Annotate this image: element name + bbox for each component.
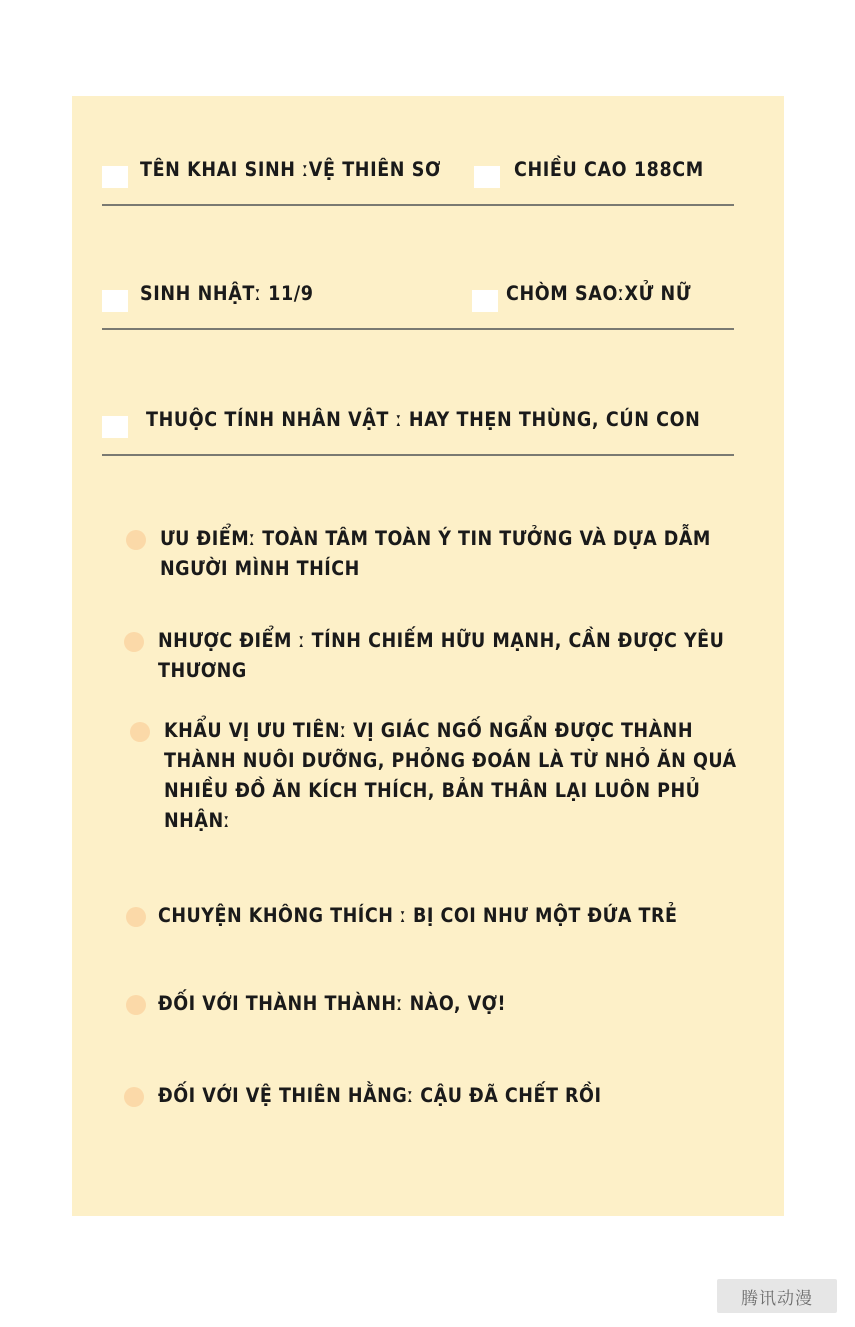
bullet-text-dislikes: CHUYỆN KHÔNG THÍCH ː BỊ COI NHƯ MỘT ĐỨA TRẺ <box>158 904 678 927</box>
bullet-dot-icon <box>126 907 146 927</box>
bullet-dot-icon <box>124 1087 144 1107</box>
field-zodiac: CHÒM SAOːXỬ NỮ <box>506 282 692 305</box>
character-profile-card <box>72 96 784 1216</box>
checkbox-square-icon <box>102 290 128 312</box>
field-row-birthday-zodiac <box>102 282 734 330</box>
field-row-character-traits <box>102 408 734 456</box>
watermark: 腾讯动漫 <box>717 1279 837 1313</box>
field-birthday: SINH NHẬTː 11/9 <box>140 282 314 305</box>
bullet-dot-icon <box>126 530 146 550</box>
bullet-text-strengths: ƯU ĐIỂMː TOÀN TÂM TOÀN Ý TIN TƯỞNG VÀ DỰA DẪM NGƯỜI MÌNH THÍCH <box>160 527 711 580</box>
field-character-traits: THUỘC TÍNH NHÂN VẬT ː HAY THẸN THÙNG, CÚN CON <box>146 408 701 431</box>
checkbox-square-icon <box>472 290 498 312</box>
checkbox-square-icon <box>102 416 128 438</box>
field-row-birth-name-height <box>102 158 734 206</box>
bullet-text-taste-preference: KHẨU VỊ ƯU TIÊNː VỊ GIÁC NGỐ NGẨN ĐƯỢC THÀNH THÀNH NUÔI DƯỠNG, PHỎNG ĐOÁN LÀ TỪ NHỎ ĂN QUÁ NHIỀU ĐỒ ĂN KÍCH THÍCH, BẢN THÂN LẠI LUÔN PHỦ NHẬNː <box>164 719 737 832</box>
bullet-text-toward-thanh-thanh: ĐỐI VỚI THÀNH THÀNHː NÀO, VỢ! <box>158 992 506 1015</box>
bullet-text-toward-ve-thien-hang: ĐỐI VỚI VỆ THIÊN HẰNGː CẬU ĐÃ CHẾT RỒI <box>158 1084 602 1107</box>
bullet-text-weaknesses: NHƯỢC ĐIỂM ː TÍNH CHIẾM HỮU MẠNH, CẦN ĐƯỢC YÊU THƯƠNG <box>158 629 725 682</box>
checkbox-square-icon <box>474 166 500 188</box>
bullet-dot-icon <box>126 995 146 1015</box>
bullet-dot-icon <box>124 632 144 652</box>
field-birth-name: TÊN KHAI SINH ːVỆ THIÊN SƠ <box>140 158 441 181</box>
field-height: CHIỀU CAO 188CM <box>514 158 704 181</box>
checkbox-square-icon <box>102 166 128 188</box>
bullet-dot-icon <box>130 722 150 742</box>
card-content <box>102 96 762 1216</box>
